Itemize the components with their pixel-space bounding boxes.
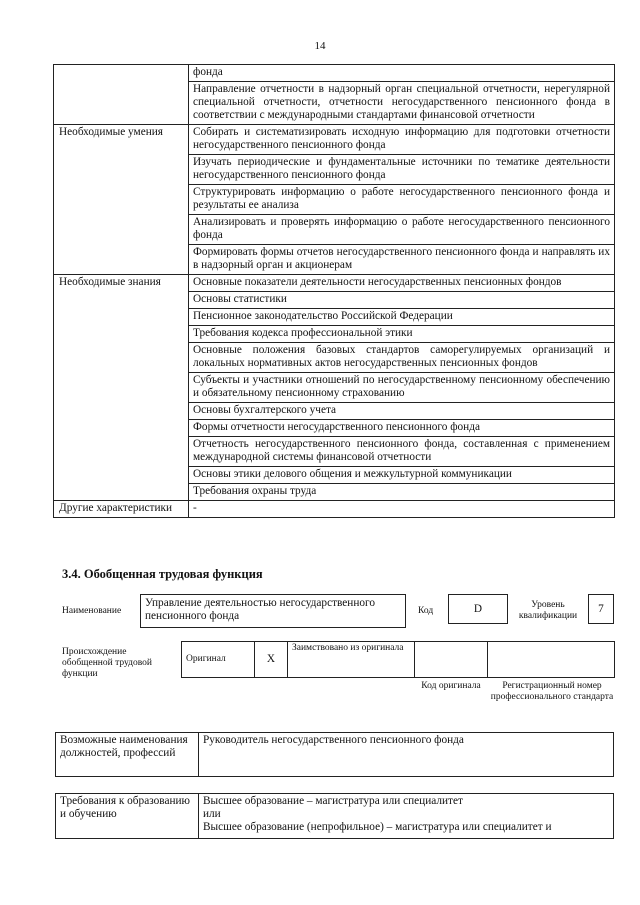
row-item: Пенсионное законодательство Российской Федерации bbox=[189, 309, 615, 326]
name-label: Наименование bbox=[62, 606, 122, 616]
row-label bbox=[54, 65, 189, 125]
table-row bbox=[54, 65, 615, 82]
code-value-box bbox=[448, 594, 508, 624]
reg-number-label: Регистрационный номер профессионального стандарта bbox=[490, 681, 614, 702]
table-row bbox=[54, 125, 615, 155]
row-item: Собирать и систематизировать исходную информацию для подготовки отчетности негосударственного пенсионного фонда bbox=[189, 125, 615, 155]
origin-label: Происхождение обобщенной трудовой функции bbox=[62, 647, 152, 679]
table-row bbox=[54, 275, 615, 292]
row-item: Изучать периодические и фундаментальные источники по тематике деятельности негосударственного пенсионного фонда bbox=[189, 155, 615, 185]
positions-value: Руководитель негосударственного пенсионного фонда bbox=[199, 733, 614, 777]
level-value: 7 bbox=[598, 602, 604, 615]
education-label: Требования к образованию и обучению bbox=[56, 794, 199, 839]
name-value: Управление деятельностью негосударственного пенсионного фонда bbox=[145, 597, 376, 622]
level-label: Уровень квалификации bbox=[518, 600, 578, 621]
education-line: или bbox=[203, 808, 221, 820]
education-line: Высшее образование – магистратура или специалитет bbox=[203, 795, 463, 807]
positions-table bbox=[55, 732, 614, 777]
orig-code-label: Код оригинала bbox=[421, 681, 481, 691]
code-label: Код bbox=[418, 606, 434, 616]
row-item: Формы отчетности негосударственного пенсионного фонда bbox=[189, 420, 615, 437]
borrowed-label: Заимствовано из оригинала bbox=[288, 642, 415, 678]
row-item: фонда bbox=[189, 65, 615, 82]
row-item: - bbox=[189, 501, 615, 518]
education-line: Высшее образование (непрофильное) – магистратура или специалитет и bbox=[203, 821, 552, 833]
row-item: Основные показатели деятельности негосударственных пенсионных фондов bbox=[189, 275, 615, 292]
row-item: Структурировать информацию о работе негосударственного пенсионного фонда и результаты ее анализа bbox=[189, 185, 615, 215]
requirements-table bbox=[53, 64, 615, 518]
orig-code-cell bbox=[415, 642, 488, 678]
row-item: Субъекты и участники отношений по негосударственному пенсионному обеспечению и обязательному пенсионному страхованию bbox=[189, 373, 615, 403]
row-item: Анализировать и проверять информацию о работе негосударственного пенсионного фонда bbox=[189, 215, 615, 245]
education-table bbox=[55, 793, 614, 839]
name-value-box bbox=[140, 594, 406, 628]
level-value-box bbox=[588, 594, 614, 624]
row-item: Требования кодекса профессиональной этики bbox=[189, 326, 615, 343]
section-title: 3.4. Обобщенная трудовая функция bbox=[62, 567, 263, 581]
row-item: Направление отчетности в надзорный орган специальной отчетности, нерегулярной специальной отчетности, отчетности негосударственного пенсионного фонда в соответствии с международными стандартами финансовой отчетности bbox=[189, 82, 615, 125]
page-number: 14 bbox=[314, 40, 326, 52]
education-value bbox=[199, 794, 614, 839]
original-mark: X bbox=[255, 642, 288, 678]
row-item: Отчетность негосударственного пенсионного фонда, составленная с применением международной системы финансовой отчетности bbox=[189, 437, 615, 467]
code-value: D bbox=[473, 602, 483, 615]
row-item: Основы бухгалтерского учета bbox=[189, 403, 615, 420]
row-label: Необходимые умения bbox=[54, 125, 189, 275]
row-item: Основные положения базовых стандартов саморегулируемых организаций и локальных нормативных актов негосударственных пенсионных фондов bbox=[189, 343, 615, 373]
row-label: Необходимые знания bbox=[54, 275, 189, 501]
origin-table bbox=[181, 641, 615, 678]
original-label: Оригинал bbox=[182, 642, 255, 678]
row-item: Формировать формы отчетов негосударственного пенсионного фонда и направлять их в надзорный орган и акционерам bbox=[189, 245, 615, 275]
reg-number-cell bbox=[488, 642, 615, 678]
table-row bbox=[54, 501, 615, 518]
row-item: Основы статистики bbox=[189, 292, 615, 309]
positions-label: Возможные наименования должностей, профессий bbox=[56, 733, 199, 777]
row-item: Требования охраны труда bbox=[189, 484, 615, 501]
row-item: Основы этики делового общения и межкультурной коммуникации bbox=[189, 467, 615, 484]
row-label: Другие характеристики bbox=[54, 501, 189, 518]
